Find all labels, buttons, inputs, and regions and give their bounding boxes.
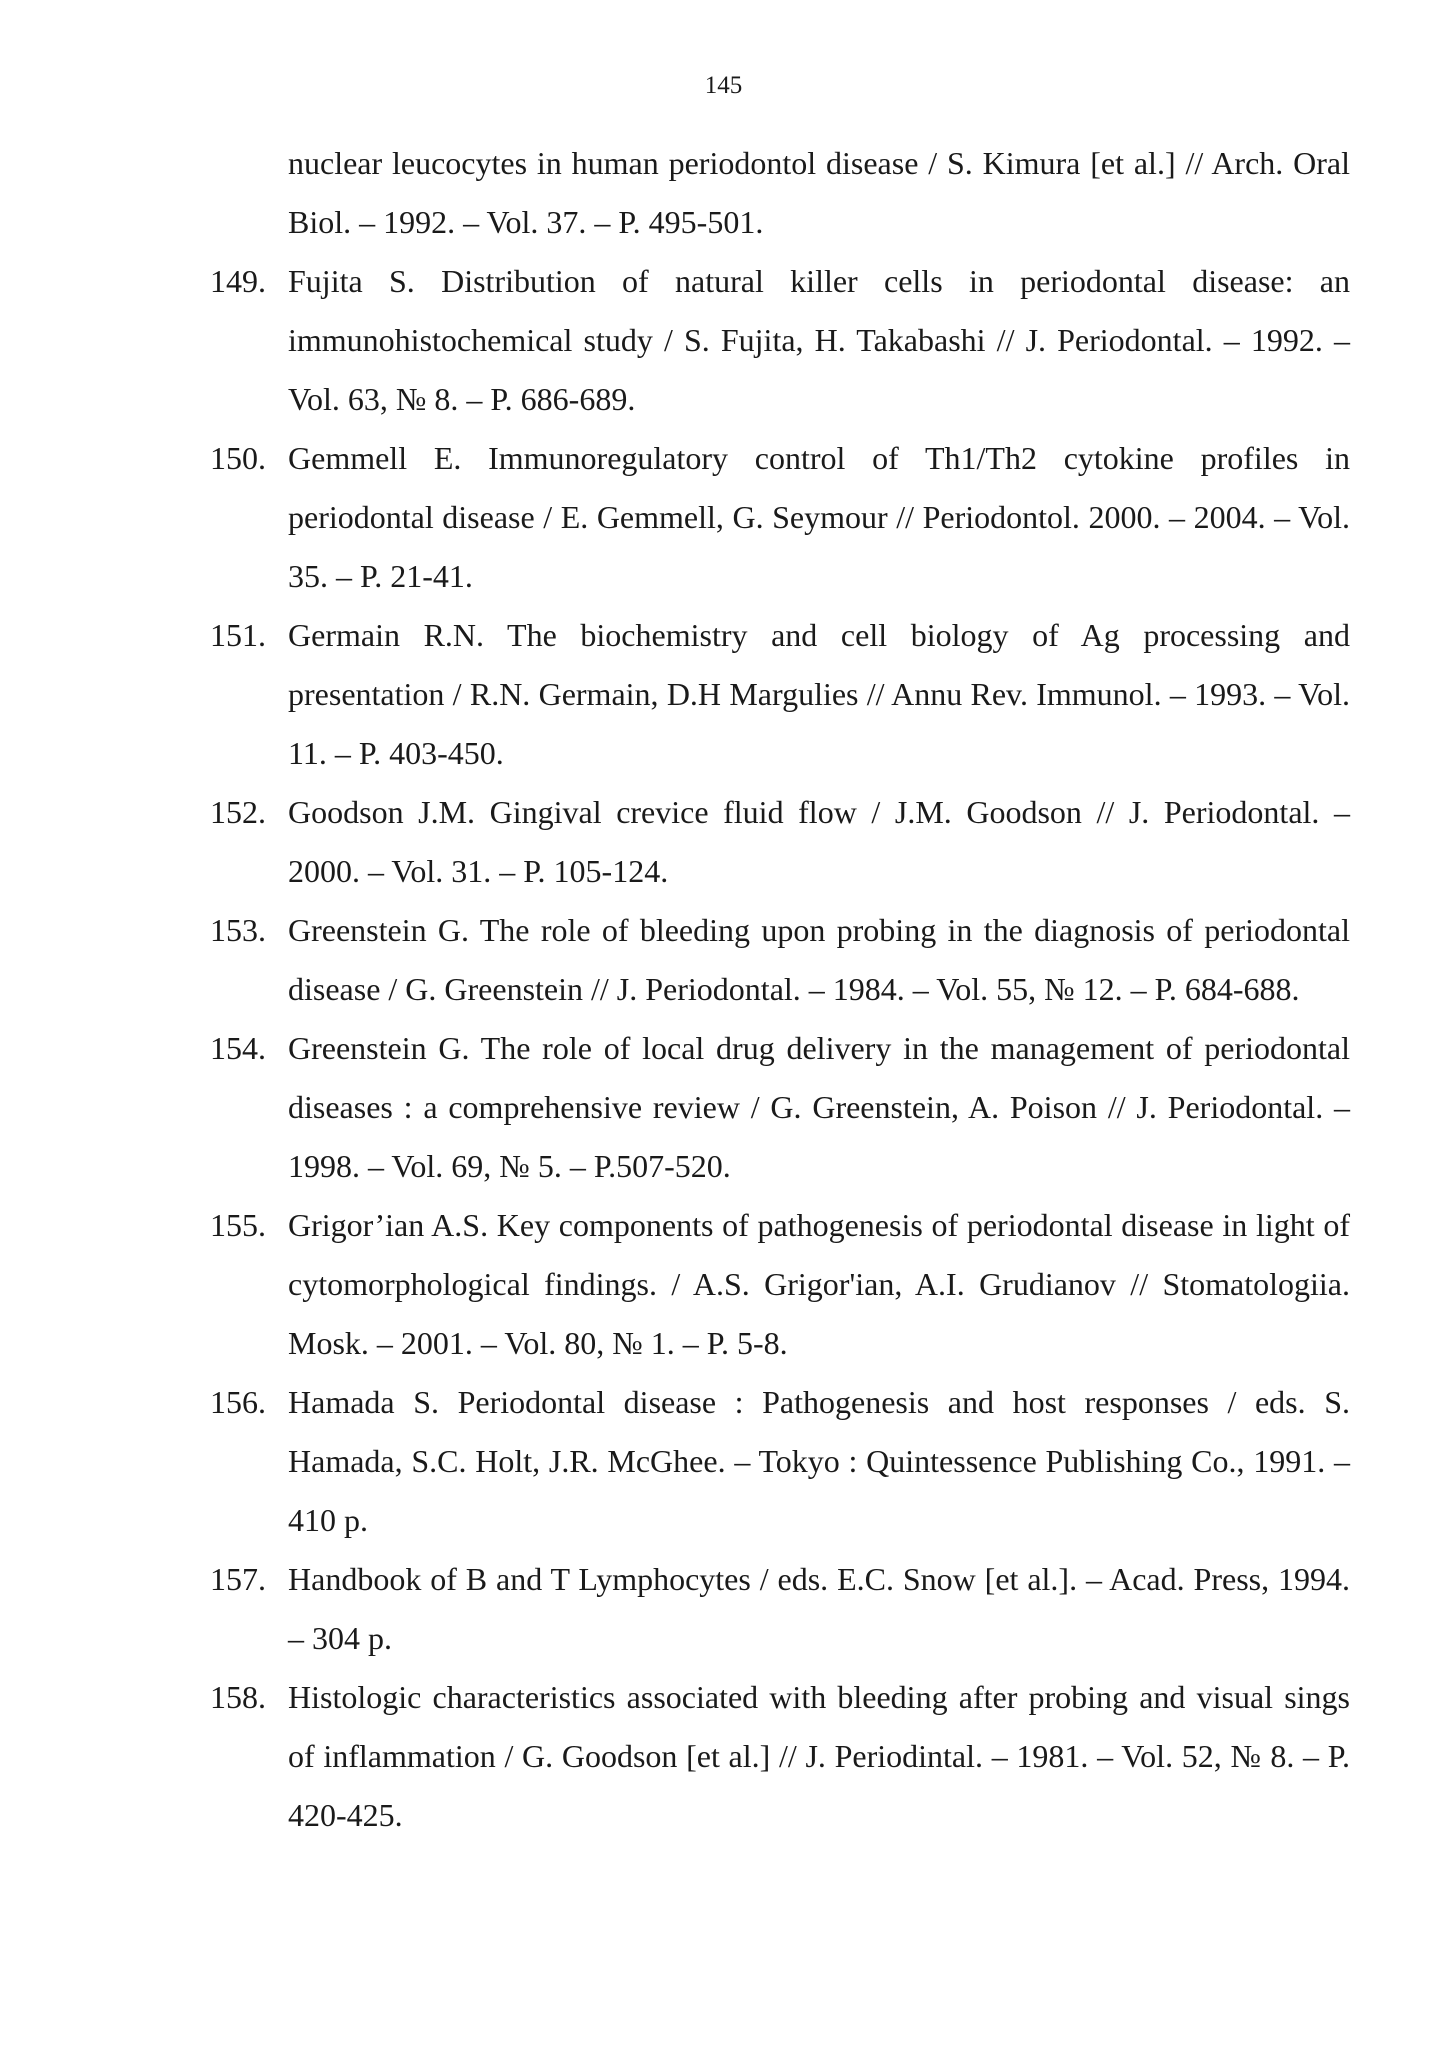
reference-item xyxy=(210,252,1350,429)
reference-number: 152. xyxy=(210,794,266,830)
reference-number: 151. xyxy=(210,617,266,653)
reference-item xyxy=(210,1373,1350,1550)
reference-number: 149. xyxy=(210,263,266,299)
reference-item xyxy=(210,1668,1350,1845)
reference-text: Handbook of B and T Lymphocytes / eds. E.C. Snow [et al.]. – Acad. Press, 1994. – 304 p. xyxy=(288,1561,1350,1656)
reference-number: 150. xyxy=(210,440,266,476)
reference-text: Grigor’ian A.S. Key components of pathogenesis of periodontal disease in light of cytomorphological findings. / A.S. Grigor'ian, A.I. Grudianov // Stomatologiia. Mosk. – 2001. – Vol. 80, № 1. – P. 5-8. xyxy=(288,1207,1350,1361)
reference-number: 158. xyxy=(210,1679,266,1715)
reference-text: Greenstein G. The role of local drug delivery in the management of periodontal diseases : a comprehensive review / G. Greenstein, A. Poison // J. Periodontal. – 1998. – Vol. 69, № 5. – P.507-520. xyxy=(288,1030,1350,1184)
page-number: 145 xyxy=(704,72,743,99)
reference-text: Gemmell E. Immunoregulatory control of Th1/Th2 cytokine profiles in periodontal disease / E. Gemmell, G. Seymour // Periodontol. 2000. – 2004. – Vol. 35. – P. 21-41. xyxy=(288,440,1350,594)
reference-item xyxy=(210,606,1350,783)
reference-text: Histologic characteristics associated with bleeding after probing and visual sings of inflammation / G. Goodson [et al.] // J. Periodintal. – 1981. – Vol. 52, № 8. – P. 420-425. xyxy=(288,1679,1350,1833)
reference-number: 155. xyxy=(210,1207,266,1243)
reference-number: 157. xyxy=(210,1561,266,1597)
reference-item xyxy=(210,134,1350,252)
reference-item xyxy=(210,429,1350,606)
reference-number: 156. xyxy=(210,1384,266,1420)
reference-item xyxy=(210,783,1350,901)
reference-text: Hamada S. Periodontal disease : Pathogenesis and host responses / eds. S. Hamada, S.C. Holt, J.R. McGhee. – Tokyo : Quintessence Publishing Co., 1991. – 410 p. xyxy=(288,1384,1350,1538)
reference-item xyxy=(210,1196,1350,1373)
reference-item xyxy=(210,901,1350,1019)
reference-text: Germain R.N. The biochemistry and cell biology of Ag processing and presentation / R.N. Germain, D.H Margulies // Annu Rev. Immunol. – 1993. – Vol. 11. – P. 403-450. xyxy=(288,617,1350,771)
reference-text: Fujita S. Distribution of natural killer cells in periodontal disease: an immunohistochemical study / S. Fujita, H. Takabashi // J. Periodontal. – 1992. – Vol. 63, № 8. – P. 686-689. xyxy=(288,263,1350,417)
reference-text: Goodson J.M. Gingival crevice fluid flow / J.M. Goodson // J. Periodontal. – 2000. – Vol. 31. – P. 105-124. xyxy=(288,794,1350,889)
reference-item xyxy=(210,1019,1350,1196)
reference-number: 153. xyxy=(210,912,266,948)
reference-text: Greenstein G. The role of bleeding upon probing in the diagnosis of periodontal disease / G. Greenstein // J. Periodontal. – 1984. – Vol. 55, № 12. – P. 684-688. xyxy=(288,912,1350,1007)
reference-item xyxy=(210,1550,1350,1668)
reference-number: 154. xyxy=(210,1030,266,1066)
reference-list xyxy=(210,134,1350,1845)
reference-text: nuclear leucocytes in human periodontol disease / S. Kimura [et al.] // Arch. Oral Biol. – 1992. – Vol. 37. – P. 495-501. xyxy=(288,145,1350,240)
